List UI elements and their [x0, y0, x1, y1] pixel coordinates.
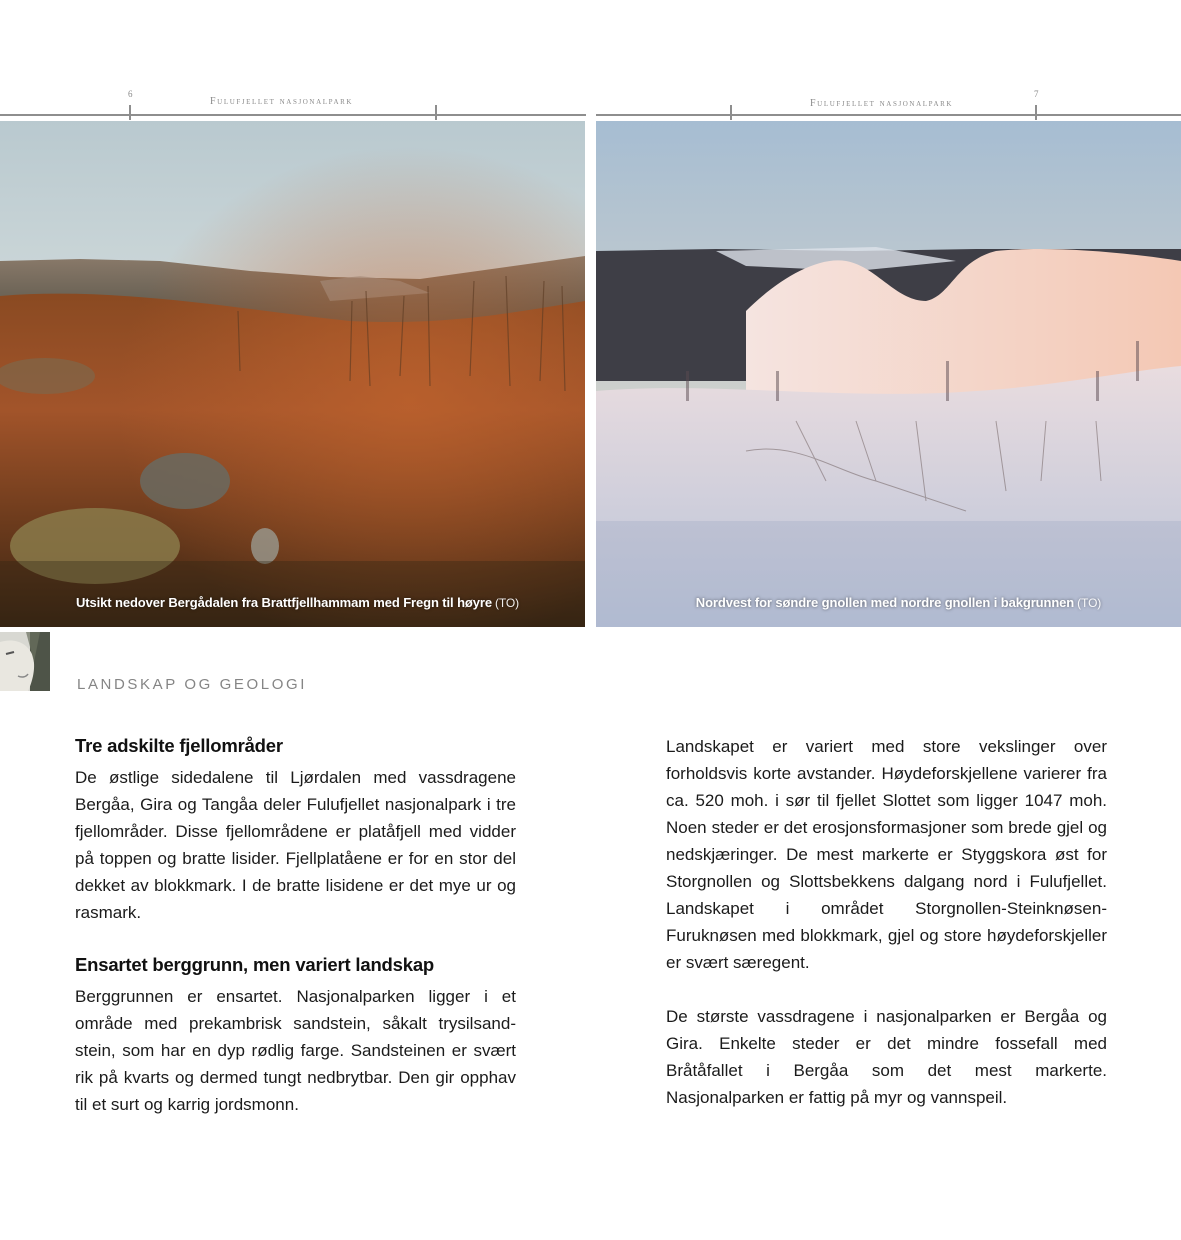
header-tick [435, 105, 437, 120]
header-tick [730, 105, 732, 120]
running-title-left: Fulufjellet nasjonalpark [210, 96, 354, 107]
caption-text: Utsikt nedover Bergådalen fra Brattfjellhammam med Fregn til høyre [75, 595, 492, 610]
paragraph-spacer [666, 976, 1107, 1003]
paragraph: Landskapet er variert med store vekslinger over forholdsvis korte avstander. Høydeforskjellene varierer fra ca. 520 moh. i sør til fjellet Slottet som ligger 1047 moh. Noen steder er det erosjonsformasjoner som brede gjel og nedskjæringer. De mest markerte er Styggskora øst for Storgnollen og Slottsbekkens dalgang nord i Fulufjellet. Landskapet i området Storgnollen-Steinknøsen-Furuknøsen med blokkmark, gjel og store høydeforskjeller er svært særegent. [666, 737, 1107, 972]
subheading: Ensartet berggrunn, men variert landskap [75, 954, 435, 975]
photo-winter-hills [596, 121, 1181, 627]
photo-credit: (TO) [494, 596, 520, 610]
page-number-right: 7 [1034, 89, 1039, 99]
portrait-thumbnail [0, 632, 50, 691]
text-block-bedrock [75, 952, 516, 1118]
section-title: LANDSKAP OG GEOLOGI [77, 676, 308, 693]
paragraph: Berggrunnen er ensartet. Nasjonalparken ligger i et område med prekambrisk sandstein, såkalt trysilsandstein, som har en dyp rødlig farge. Sandsteinen er svært rik på kvarts og dermed tungt nedbrytbar. Den gir opphav til et surt og karrig jordsmonn. [75, 987, 516, 1114]
header-tick [1035, 105, 1037, 120]
photo-credit: (TO) [1077, 596, 1102, 610]
header-tick [129, 105, 131, 120]
landscape-image [596, 121, 1181, 627]
photo-caption [0, 595, 585, 610]
paragraph: De østlige sidedalene til Ljørdalen med vassdragene Bergåa, Gira og Tangåa deler Fulufjellet nasjonalpark i tre fjellområder. Disse fjellområdene er platåfjell med vidder på toppen og bratte lisider. Fjellplatåene er for en stor del dekket av blokkmark. I de bratte lisidene er det mye ur og rasmark. [75, 768, 516, 922]
portrait-icon [0, 632, 50, 691]
page-number-left: 6 [128, 89, 133, 99]
left-column [75, 733, 516, 1118]
caption-text: Nordvest for søndre gnollen med nordre gnollen i bakgrunnen [695, 595, 1075, 610]
running-title-right: Fulufjellet nasjonalpark [810, 98, 954, 109]
landscape-image [0, 121, 585, 627]
text-block-mountain-areas [75, 733, 516, 926]
right-column [666, 733, 1107, 1111]
photo-caption [596, 595, 1181, 610]
header-rule-right [596, 114, 1181, 116]
subheading: Tre adskilte fjellområder [75, 735, 283, 756]
paragraph: De største vassdragene i nasjonalparken er Bergåa og Gira. Enkelte steder er det mindre fossefall med Bråtåfallet i Bergåa som det mest markerte. Nasjonalparken er fattig på myr og vannspeil. [666, 1007, 1107, 1107]
header-rule-left [0, 114, 586, 116]
photo-autumn-valley [0, 121, 585, 627]
